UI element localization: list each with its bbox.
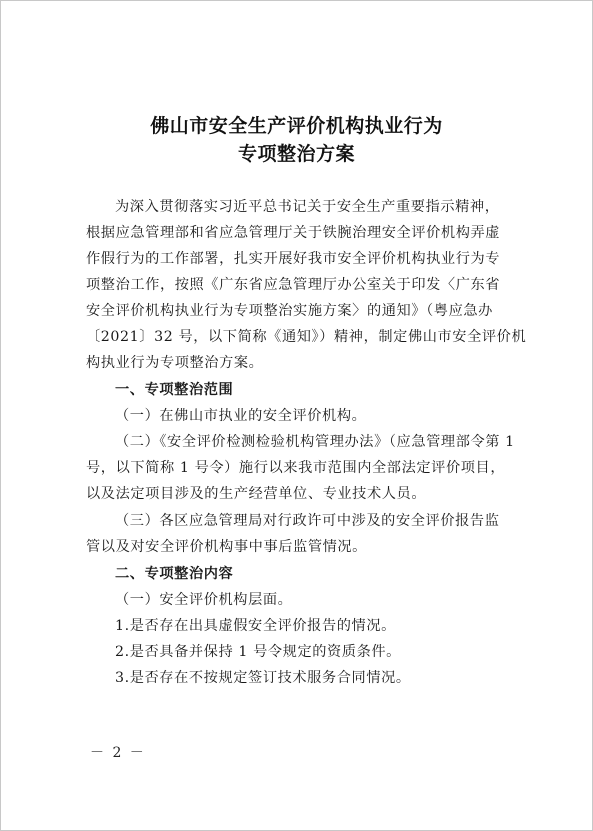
section1-item2-line: （二）《安全评价检测检验机构管理办法》（应急管理部令第 1 xyxy=(115,434,515,450)
intro-line: 安全评价机构执业行为专项整治实施方案〉的通知》（粤应急办 xyxy=(86,303,493,319)
intro-line: 构执业行为专项整治方案。 xyxy=(86,355,264,371)
page-number: － 2 － xyxy=(90,745,146,761)
intro-line: 为深入贯彻落实习近平总书记关于安全生产重要指示精神， xyxy=(115,199,500,215)
section1-item3-line: 管以及对安全评价机构事中事后监管情况。 xyxy=(86,539,367,555)
intro-line: 作假行为的工作部署，扎实开展好我市安全评价机构执业行为专 xyxy=(86,251,501,267)
intro-line: 根据应急管理部和省应急管理厅关于铁腕治理安全评价机构弄虚 xyxy=(86,225,501,241)
section1-item1: （一）在佛山市执业的安全评价机构。 xyxy=(115,408,367,424)
section1-heading: 一、专项整治范围 xyxy=(115,382,234,398)
section2-point: 1.是否存在出具虚假安全评价报告的情况。 xyxy=(115,618,396,634)
document-title-line1: 佛山市安全生产评价机构执业行为 xyxy=(150,115,443,137)
document-title-line2: 专项整治方案 xyxy=(237,143,355,165)
intro-line: 〔2021〕32 号，以下简称《通知》）精神，制定佛山市安全评价机 xyxy=(86,329,527,345)
intro-line: 项整治工作，按照《广东省应急管理厅办公室关于印发〈广东省 xyxy=(86,277,501,293)
section1-item2-line: 以及法定项目涉及的生产经营单位、专业技术人员。 xyxy=(86,486,427,502)
section2-heading: 二、专项整治内容 xyxy=(115,566,234,582)
section1-item2-line: 号，以下简称 1 号令）施行以来我市范围内全部法定评价项目， xyxy=(86,460,506,476)
section2-point: 3.是否存在不按规定签订技术服务合同情况。 xyxy=(115,670,411,686)
section2-point: 2.是否具备并保持 1 号令规定的资质条件。 xyxy=(115,644,401,660)
section1-item3-line: （三）各区应急管理局对行政许可中涉及的安全评价报告监 xyxy=(115,513,500,529)
section2-sub1: （一）安全评价机构层面。 xyxy=(115,592,293,608)
